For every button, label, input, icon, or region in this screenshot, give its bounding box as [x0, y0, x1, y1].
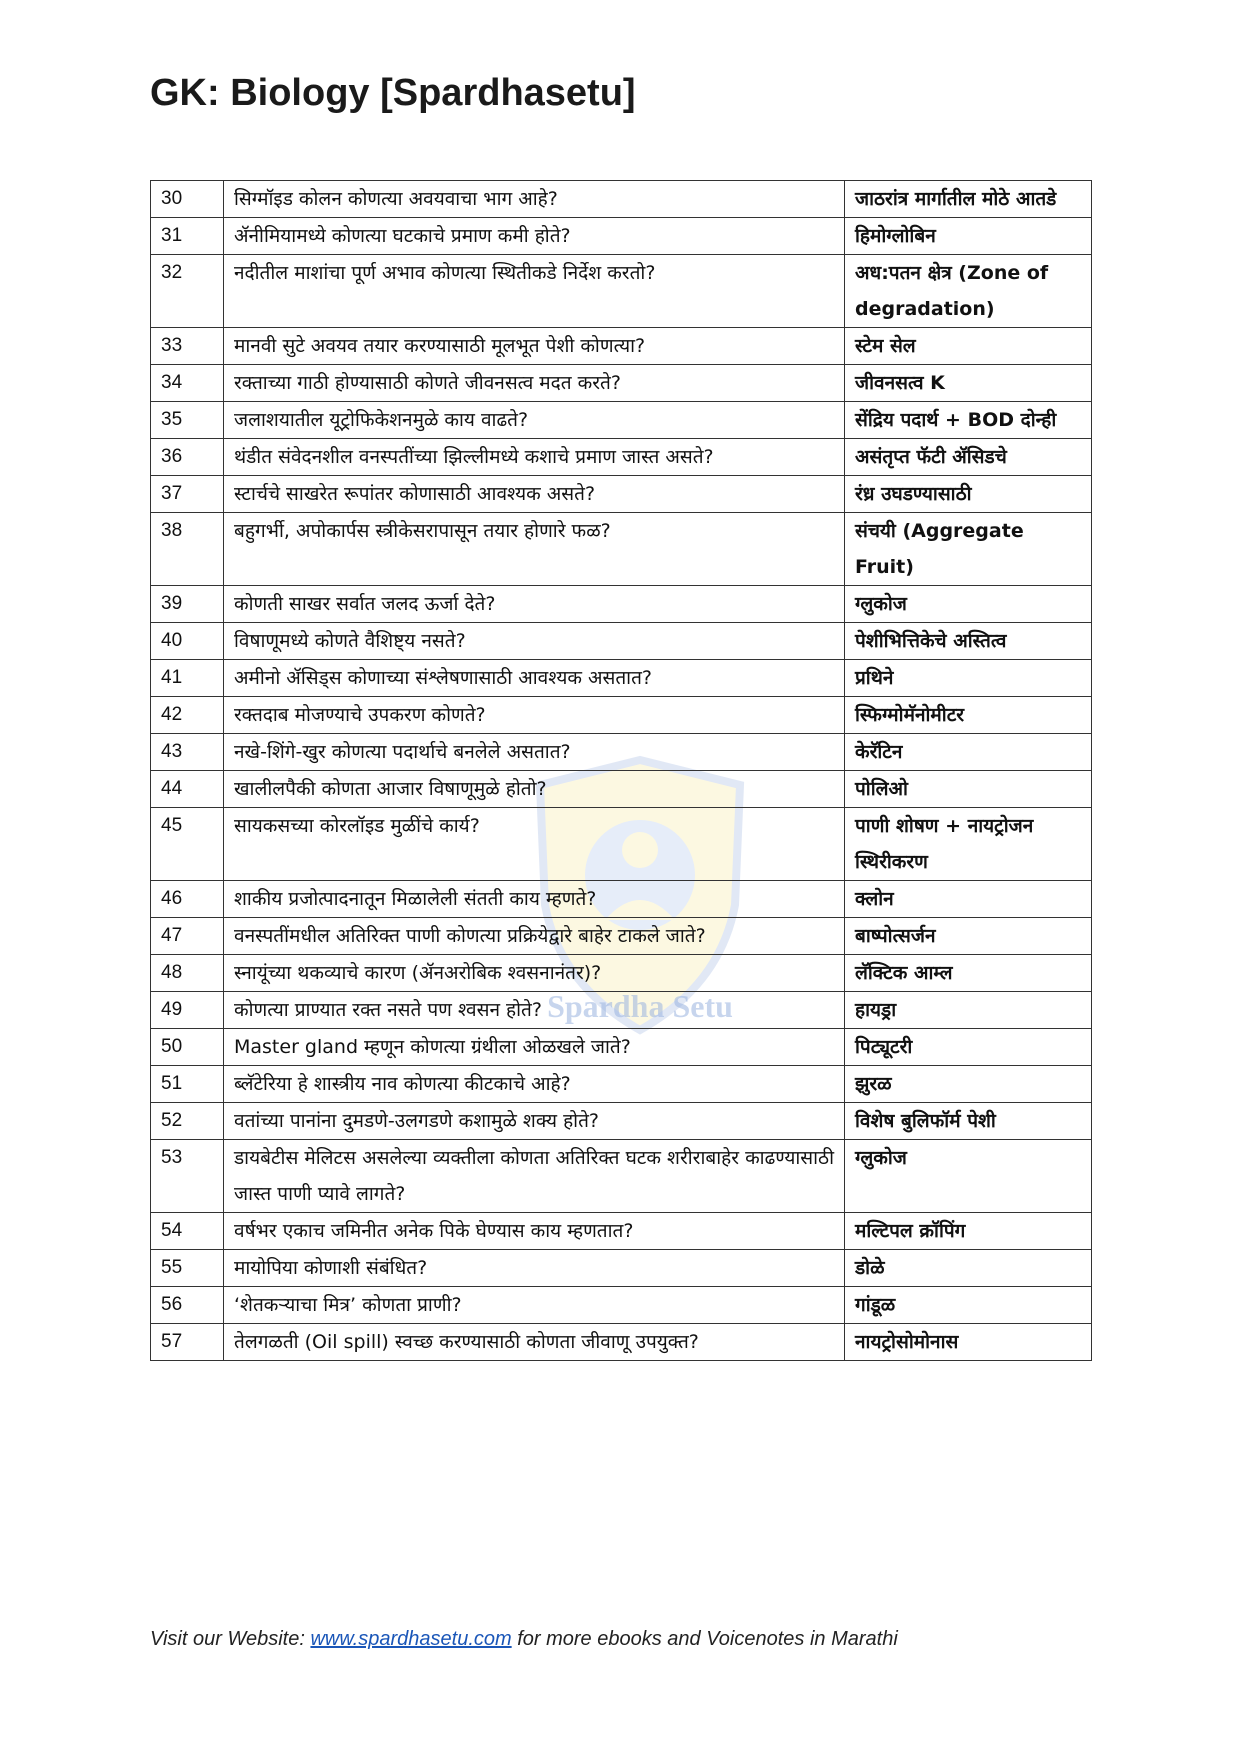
table-row — [151, 1324, 1092, 1361]
table-row — [151, 1287, 1092, 1324]
page-title: GK: Biology [Spardhasetu] — [150, 72, 636, 114]
answer-cell: स्फिग्मोमॅनोमीटर — [845, 697, 1092, 734]
table-row — [151, 1250, 1092, 1287]
table-row — [151, 1140, 1092, 1213]
answer-cell: सेंद्रिय पदार्थ + BOD दोन्ही — [845, 402, 1092, 439]
question-cell: सायकसच्या कोरलॉइड मुळींचे कार्य? — [224, 808, 845, 881]
table-row — [151, 181, 1092, 218]
website-link[interactable]: www.spardhasetu.com — [310, 1628, 512, 1650]
question-cell: सिग्मॉइड कोलन कोणत्या अवयवाचा भाग आहे? — [224, 181, 845, 218]
answer-cell: पाणी शोषण + नायट्रोजन स्थिरीकरण — [845, 808, 1092, 881]
question-cell: स्टार्चचे साखरेत रूपांतर कोणासाठी आवश्यक असते? — [224, 476, 845, 513]
table-row — [151, 439, 1092, 476]
question-cell: खालीलपैकी कोणता आजार विषाणूमुळे होतो? — [224, 771, 845, 808]
footer — [150, 1628, 898, 1651]
question-cell: Master gland म्हणून कोणत्या ग्रंथीला ओळखले जाते? — [224, 1029, 845, 1066]
answer-cell: बाष्पोत्सर्जन — [845, 918, 1092, 955]
table-row — [151, 734, 1092, 771]
table-row — [151, 513, 1092, 586]
answer-cell: केरॅटिन — [845, 734, 1092, 771]
row-number: 30 — [151, 181, 224, 218]
answer-cell: प्रथिने — [845, 660, 1092, 697]
answer-cell: नायट्रोसोमोनास — [845, 1324, 1092, 1361]
table-row — [151, 328, 1092, 365]
answer-cell: लॅक्टिक आम्ल — [845, 955, 1092, 992]
row-number: 39 — [151, 586, 224, 623]
question-cell: तेलगळती (Oil spill) स्वच्छ करण्यासाठी कोणता जीवाणू उपयुक्त? — [224, 1324, 845, 1361]
row-number: 44 — [151, 771, 224, 808]
table-row — [151, 881, 1092, 918]
question-cell: वतांच्या पानांना दुमडणे-उलगडणे कशामुळे शक्य होते? — [224, 1103, 845, 1140]
footer-suffix: for more ebooks and Voicenotes in Marathi — [511, 1628, 898, 1650]
row-number: 48 — [151, 955, 224, 992]
answer-cell: डोळे — [845, 1250, 1092, 1287]
question-cell: वर्षभर एकाच जमिनीत अनेक पिके घेण्यास काय म्हणतात? — [224, 1213, 845, 1250]
question-cell: वनस्पतींमधील अतिरिक्त पाणी कोणत्या प्रक्रियेद्वारे बाहेर टाकले जाते? — [224, 918, 845, 955]
footer-prefix: Visit our Website: — [150, 1628, 311, 1650]
question-answer-table — [150, 180, 1092, 1361]
table-row — [151, 808, 1092, 881]
row-number: 43 — [151, 734, 224, 771]
table-row — [151, 476, 1092, 513]
row-number: 38 — [151, 513, 224, 586]
answer-cell: विशेष बुलिफॉर्म पेशी — [845, 1103, 1092, 1140]
answer-cell: पिट्यूटरी — [845, 1029, 1092, 1066]
row-number: 50 — [151, 1029, 224, 1066]
table-row — [151, 365, 1092, 402]
answer-cell: हायड्रा — [845, 992, 1092, 1029]
row-number: 41 — [151, 660, 224, 697]
question-cell: बहुगर्भी, अपोकार्पस स्त्रीकेसरापासून तयार होणारे फळ? — [224, 513, 845, 586]
answer-cell: जाठरांत्र मार्गातील मोठे आतडे — [845, 181, 1092, 218]
answer-cell: ग्लुकोज — [845, 1140, 1092, 1213]
row-number: 45 — [151, 808, 224, 881]
watermark-text: Spardha Setu — [547, 988, 733, 1024]
row-number: 56 — [151, 1287, 224, 1324]
row-number: 52 — [151, 1103, 224, 1140]
table-row — [151, 992, 1092, 1029]
question-cell: शाकीय प्रजोत्पादनातून मिळालेली संतती काय म्हणते? — [224, 881, 845, 918]
question-cell: मानवी सुटे अवयव तयार करण्यासाठी मूलभूत पेशी कोणत्या? — [224, 328, 845, 365]
answer-cell: जीवनसत्व K — [845, 365, 1092, 402]
row-number: 33 — [151, 328, 224, 365]
question-cell: स्नायूंच्या थकव्याचे कारण (ॲनअरोबिक श्वसनानंतर)? — [224, 955, 845, 992]
table-row — [151, 955, 1092, 992]
row-number: 40 — [151, 623, 224, 660]
question-cell: रक्तदाब मोजण्याचे उपकरण कोणते? — [224, 697, 845, 734]
answer-cell: संचयी (Aggregate Fruit) — [845, 513, 1092, 586]
row-number: 46 — [151, 881, 224, 918]
row-number: 47 — [151, 918, 224, 955]
answer-cell: क्लोन — [845, 881, 1092, 918]
row-number: 35 — [151, 402, 224, 439]
table-row — [151, 660, 1092, 697]
answer-cell: झुरळ — [845, 1066, 1092, 1103]
answer-cell: गांडूळ — [845, 1287, 1092, 1324]
question-cell: कोणती साखर सर्वात जलद ऊर्जा देते? — [224, 586, 845, 623]
table-row — [151, 623, 1092, 660]
answer-cell: अध:पतन क्षेत्र (Zone of degradation) — [845, 255, 1092, 328]
table-row — [151, 1213, 1092, 1250]
row-number: 55 — [151, 1250, 224, 1287]
table-row — [151, 697, 1092, 734]
question-cell: ‘शेतकऱ्याचा मित्र’ कोणता प्राणी? — [224, 1287, 845, 1324]
table-row — [151, 918, 1092, 955]
row-number: 49 — [151, 992, 224, 1029]
question-cell: नखे-शिंगे-खुर कोणत्या पदार्थाचे बनलेले असतात? — [224, 734, 845, 771]
question-cell: डायबेटीस मेलिटस असलेल्या व्यक्तीला कोणता अतिरिक्त घटक शरीराबाहेर काढण्यासाठी जास्त पाणी प्यावे लागते? — [224, 1140, 845, 1213]
answer-cell: पोलिओ — [845, 771, 1092, 808]
answer-cell: असंतृप्त फॅटी ॲसिडचे — [845, 439, 1092, 476]
row-number: 32 — [151, 255, 224, 328]
table-row — [151, 1066, 1092, 1103]
answer-cell: स्टेम सेल — [845, 328, 1092, 365]
row-number: 34 — [151, 365, 224, 402]
question-cell: ब्लॅटेरिया हे शास्त्रीय नाव कोणत्या कीटकाचे आहे? — [224, 1066, 845, 1103]
answer-cell: हिमोग्लोबिन — [845, 218, 1092, 255]
row-number: 57 — [151, 1324, 224, 1361]
question-cell: ॲनीमियामध्ये कोणत्या घटकाचे प्रमाण कमी होते? — [224, 218, 845, 255]
question-cell: कोणत्या प्राण्यात रक्त नसते पण श्वसन होते? — [224, 992, 845, 1029]
row-number: 31 — [151, 218, 224, 255]
answer-cell: पेशीभित्तिकेचे अस्तित्व — [845, 623, 1092, 660]
question-cell: अमीनो ॲसिड्स कोणाच्या संश्लेषणासाठी आवश्यक असतात? — [224, 660, 845, 697]
table-row — [151, 771, 1092, 808]
answer-cell: रंध्र उघडण्यासाठी — [845, 476, 1092, 513]
question-cell: नदीतील माशांचा पूर्ण अभाव कोणत्या स्थितीकडे निर्देश करतो? — [224, 255, 845, 328]
answer-cell: मल्टिपल क्रॉपिंग — [845, 1213, 1092, 1250]
row-number: 42 — [151, 697, 224, 734]
answer-cell: ग्लुकोज — [845, 586, 1092, 623]
table-row — [151, 218, 1092, 255]
table-row — [151, 1103, 1092, 1140]
row-number: 53 — [151, 1140, 224, 1213]
table-row — [151, 255, 1092, 328]
table-row — [151, 402, 1092, 439]
row-number: 54 — [151, 1213, 224, 1250]
row-number: 37 — [151, 476, 224, 513]
question-cell: मायोपिया कोणाशी संबंधित? — [224, 1250, 845, 1287]
row-number: 51 — [151, 1066, 224, 1103]
question-cell: जलाशयातील यूट्रोफिकेशनमुळे काय वाढते? — [224, 402, 845, 439]
table-row — [151, 586, 1092, 623]
table-row — [151, 1029, 1092, 1066]
question-cell: रक्ताच्या गाठी होण्यासाठी कोणते जीवनसत्व मदत करते? — [224, 365, 845, 402]
question-cell: विषाणूमध्ये कोणते वैशिष्ट्य नसते? — [224, 623, 845, 660]
row-number: 36 — [151, 439, 224, 476]
question-cell: थंडीत संवेदनशील वनस्पतींच्या झिल्लीमध्ये कशाचे प्रमाण जास्त असते? — [224, 439, 845, 476]
